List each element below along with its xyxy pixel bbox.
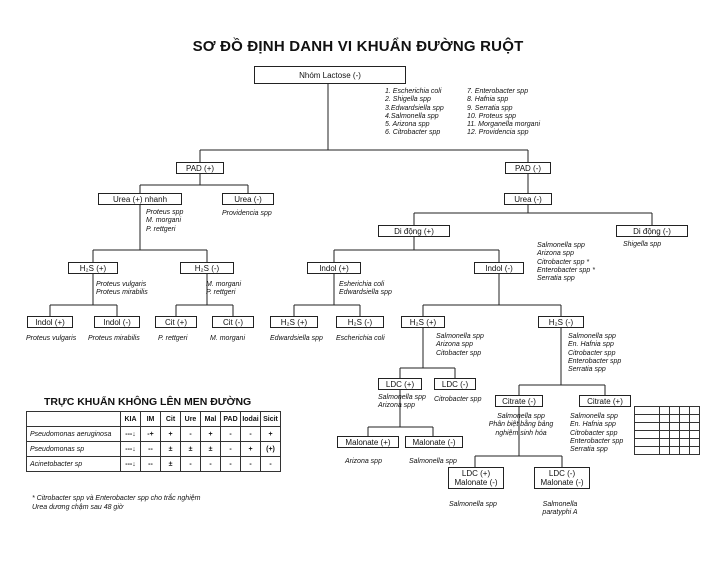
node-h2s-positive-b: H₂S (+) [401,316,445,328]
ref-cell [690,431,700,439]
ref-cell [660,423,670,431]
ref-cell [660,431,670,439]
value-cell: - [241,457,261,472]
ref-cell [690,415,700,423]
organism-cell: Pseudomonas aeruginosa [27,427,121,442]
header-cell: PAD [221,412,241,427]
table-row [635,431,700,439]
note-h2s-negative-left: M. morgani P. rettgeri [206,281,242,297]
table-header-row [27,412,281,427]
footnote: * Citrobacter spp và Enterobacter spp cho trắc nghiệm Urea dương chậm sau 48 giờ [32,495,201,511]
value-cell: ± [201,442,221,457]
ref-cell [690,407,700,415]
note-motile-negative: Shigella spp [623,241,662,248]
value-cell: ± [161,457,181,472]
note-citrate-negative: Salmonella spp Phân biệt bằng bảng nghiệm sinh hóa [488,413,554,437]
node-h2s-negative-left: H₂S (-) [180,262,234,274]
value-cell: + [241,442,261,457]
value-cell: + [161,427,181,442]
table-row [635,447,700,455]
node-malonate-negative: Malonate (-) [405,436,463,448]
value-cell: - [181,427,201,442]
ref-cell [635,439,660,447]
reference-table [634,406,700,455]
ref-cell [680,447,690,455]
organism-cell: Pseudomonas sp [27,442,121,457]
node-citrate-positive: Citrate (+) [579,395,631,407]
note-h2s-negative-b: Salmonella spp En. Hafnia spp Citrobacter spp Enterobacter spp Serratia spp [568,333,622,374]
ref-cell [635,447,660,455]
ref-cell [670,407,680,415]
header-cell: Mal [201,412,221,427]
node-ldc-negative: LDC (-) [434,378,476,390]
header-cell: Cit [161,412,181,427]
table-row [27,427,281,442]
value-cell: - [181,457,201,472]
note-h2s-positive-b: Salmonella spp Arizona spp Citobacter spp [436,333,484,357]
note-citrate-negative-left: M. morgani [210,335,246,342]
value-cell: ---↓ [121,442,141,457]
node-urea-fast-positive: Urea (+) nhanh [98,193,182,205]
ref-cell [670,447,680,455]
note-citrate-positive-left: P. rettgeri [158,335,188,342]
ref-cell [635,415,660,423]
nonferment-table [26,411,281,472]
value-cell: -- [141,442,161,457]
header-cell: KIA [121,412,141,427]
ref-cell [660,447,670,455]
ref-cell [670,439,680,447]
node-motile-positive: Di động (+) [378,225,450,237]
note-h2s-negative-a: Escherichia coli [336,335,385,342]
page-title: SƠ ĐỒ ĐỊNH DANH VI KHUẨN ĐƯỜNG RUỘT [192,38,524,55]
ref-cell [680,423,690,431]
value-cell: - [221,427,241,442]
node-urea-negative-right: Urea (-) [504,193,552,205]
node-h2s-negative-b: H₂S (-) [538,316,584,328]
note-ldc-positive: Salmonella spp Arizona spp [378,394,426,410]
node-citrate-negative-left: Cit (-) [212,316,254,328]
value-cell: - [221,457,241,472]
organism-cell: Acinetobacter sp [27,457,121,472]
ref-cell [680,407,690,415]
ref-cell [680,415,690,423]
table-row [635,423,700,431]
ref-cell [690,423,700,431]
value-cell: - [201,457,221,472]
ref-cell [635,423,660,431]
node-lactose-negative: Nhóm Lactose (-) [254,66,406,84]
node-indol-positive-left: Indol (+) [27,316,73,328]
note-urea-fast: Proteus spp M. morgani P. rettgeri [146,209,184,233]
ref-cell [660,415,670,423]
note-h2s-positive-a: Edwardsiella spp [270,335,323,342]
nonferment-title: TRỰC KHUẨN KHÔNG LÊN MEN ĐƯỜNG [44,396,252,408]
header-cell: IM [141,412,161,427]
node-h2s-positive-a: H₂S (+) [270,316,318,328]
node-pad-negative: PAD (-) [505,162,551,174]
ref-cell [660,407,670,415]
header-cell: Sicit [261,412,281,427]
table-row [635,415,700,423]
header-cell [27,412,121,427]
value-cell: ---↓ [121,457,141,472]
value-cell: - [221,442,241,457]
ref-cell [690,447,700,455]
ref-cell [670,415,680,423]
table-row [27,457,281,472]
ref-cell [670,423,680,431]
ref-cell [680,431,690,439]
note-citrate-positive: Salmonella spp En. Hafnia spp Citrobacter spp Enterobacter spp Serratia spp [570,413,624,454]
value-cell: - [261,457,281,472]
note-h2s-positive-left: Proteus vulgaris Proteus mirabilis [96,281,148,297]
value-cell: ± [161,442,181,457]
node-malonate-positive: Malonate (+) [337,436,399,448]
ref-cell [635,431,660,439]
node-ldc-positive: LDC (+) [378,378,422,390]
header-cell: Iodai [241,412,261,427]
value-cell: + [261,427,281,442]
note-organism-list-2: 7. Enterobacter spp 8. Hafnia spp 9. Serratia spp 10. Proteus spp 11. Morganella morgani 12. Providencia spp [467,88,541,137]
ref-cell [660,439,670,447]
note-ldc-negative: Citrobacter spp [434,396,482,403]
ref-cell [680,439,690,447]
note-organism-list-1: 1. Escherichia coli 2. Shigella spp 3.Edwardsiella spp 4.Salmonella spp 5. Arizona spp 6. Citrobacter spp [385,88,444,137]
value-cell: - [241,427,261,442]
node-indol-positive-right: Indol (+) [307,262,361,274]
table-row [635,439,700,447]
note-indol-negative-left: Proteus mirabilis [88,335,140,342]
node-motile-negative: Di động (-) [616,225,688,237]
node-indol-negative-right: Indol (-) [474,262,524,274]
note-ldc-malonate-1: Salmonella spp [449,501,497,508]
value-cell: (+) [261,442,281,457]
value-cell: + [201,427,221,442]
ref-cell [690,439,700,447]
note-indol-positive-left: Proteus vulgaris [26,335,77,342]
value-cell: -- [141,457,161,472]
node-pad-positive: PAD (+) [176,162,224,174]
note-malonate-negative: Salmonella spp [409,458,457,465]
node-citrate-negative: Citrate (-) [495,395,543,407]
note-indol-positive-right: Esherichia coli Edwardsiella spp [339,281,392,297]
node-citrate-positive-left: Cit (+) [155,316,197,328]
value-cell: ± [181,442,201,457]
ref-cell [635,407,660,415]
note-urea-negative-left: Providencia spp [222,210,272,217]
node-ldc-negative-malonate-negative: LDC (-) Malonate (-) [534,467,590,489]
ref-cell [670,431,680,439]
table-row [27,442,281,457]
node-indol-negative-left: Indol (-) [94,316,140,328]
value-cell: -+ [141,427,161,442]
node-urea-negative-left: Urea (-) [222,193,274,205]
note-malonate-positive: Arizona spp [345,458,382,465]
note-indol-negative-right: Salmonella spp Arizona spp Citrobacter spp * Enterobacter spp * Serratia spp [537,242,595,283]
node-h2s-negative-a: H₂S (-) [336,316,384,328]
header-cell: Ure [181,412,201,427]
table-row [635,407,700,415]
node-ldc-positive-malonate-negative: LDC (+) Malonate (-) [448,467,504,489]
value-cell: ---↓ [121,427,141,442]
node-h2s-positive-left: H₂S (+) [68,262,118,274]
note-ldc-malonate-2: Salmonella paratyphi A [542,501,578,517]
